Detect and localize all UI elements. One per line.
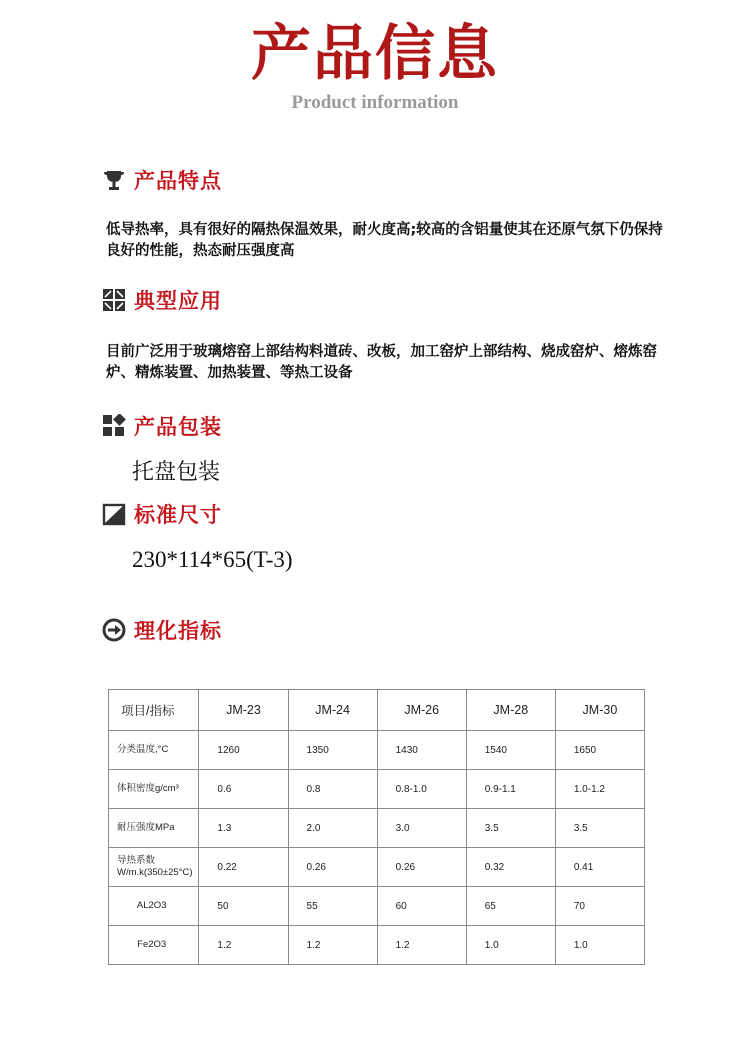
table-cell: 1.0: [466, 926, 555, 965]
table-cell: 1.0-1.2: [555, 770, 644, 809]
section-applications-heading: [102, 284, 222, 316]
table-cell: 1.2: [288, 926, 377, 965]
arrow-circle-icon: [102, 618, 126, 642]
table-cell: 1350: [288, 731, 377, 770]
section-packaging-heading: [102, 410, 222, 442]
table-cell: 1.2: [377, 926, 466, 965]
table-cell: 1.3: [199, 809, 288, 848]
row-label: Fe2O3: [109, 926, 199, 965]
table-cell: 3.5: [555, 809, 644, 848]
table-row: [109, 731, 645, 770]
section-properties-heading: [102, 614, 222, 646]
table-cell: 0.26: [377, 848, 466, 887]
table-cell: 2.0: [288, 809, 377, 848]
table-header-cell: 项目/指标: [109, 690, 199, 731]
page-subtitle: Product information: [291, 92, 459, 113]
grid-icon: [102, 414, 126, 438]
table-header-cell: JM-23: [199, 690, 288, 731]
table-cell: 3.5: [466, 809, 555, 848]
section-features-heading: [102, 164, 222, 196]
row-label: 耐压强度MPa: [109, 809, 199, 848]
table-cell: 0.22: [199, 848, 288, 887]
table-row: [109, 926, 645, 965]
table-cell: 0.6: [199, 770, 288, 809]
table-row: [109, 848, 645, 887]
ruler-square-icon: [102, 502, 126, 526]
section-title: 理化指标: [134, 619, 222, 643]
table-row: [109, 809, 645, 848]
table-cell: 55: [288, 887, 377, 926]
features-text: 低导热率，具有很好的隔热保温效果，耐火度高;较高的含铝量使其在还原气氛下仍保持良好的性能，热态耐压强度高: [106, 222, 663, 259]
table-cell: 1540: [466, 731, 555, 770]
applications-text: 目前广泛用于玻璃熔窑上部结构料道砖、改板，加工窑炉上部结构、烧成窑炉、熔炼窑炉、精炼装置、加热装置、等热工设备: [106, 344, 657, 381]
puzzle-icon: [102, 288, 126, 312]
table-cell: 0.8: [288, 770, 377, 809]
size-text: 230*114*65(T-3): [132, 547, 293, 572]
section-title: 产品特点: [134, 169, 222, 193]
row-label: AL2O3: [109, 887, 199, 926]
table-cell: 1.0: [555, 926, 644, 965]
table-cell: 3.0: [377, 809, 466, 848]
table-cell: 1430: [377, 731, 466, 770]
table-header-cell: JM-24: [288, 690, 377, 731]
row-label: 导热系数 W/m.k(350±25°C): [109, 848, 199, 887]
table-header-cell: JM-28: [466, 690, 555, 731]
table-cell: 0.32: [466, 848, 555, 887]
row-label: 体积密度g/cm³: [109, 770, 199, 809]
table-cell: 0.9-1.1: [466, 770, 555, 809]
page-title: 产品信息: [251, 19, 499, 89]
table-cell: 0.41: [555, 848, 644, 887]
table-cell: 1.2: [199, 926, 288, 965]
table-header-cell: JM-26: [377, 690, 466, 731]
table-cell: 1650: [555, 731, 644, 770]
table-cell: 60: [377, 887, 466, 926]
section-title: 产品包装: [134, 415, 222, 439]
table-cell: 50: [199, 887, 288, 926]
row-label: 分类温度,°C: [109, 731, 199, 770]
table-cell: 70: [555, 887, 644, 926]
table-header-row: [109, 690, 645, 731]
table-cell: 65: [466, 887, 555, 926]
table-row: [109, 770, 645, 809]
trophy-icon: [102, 168, 126, 192]
section-title: 标准尺寸: [134, 503, 222, 527]
table-cell: 0.8-1.0: [377, 770, 466, 809]
packaging-text: 托盘包装: [132, 460, 221, 485]
table-row: [109, 887, 645, 926]
table-header-cell: JM-30: [555, 690, 644, 731]
table-cell: 1260: [199, 731, 288, 770]
section-title: 典型应用: [134, 289, 222, 313]
table-cell: 0.26: [288, 848, 377, 887]
section-size-heading: [102, 498, 222, 530]
properties-table: [108, 689, 645, 965]
